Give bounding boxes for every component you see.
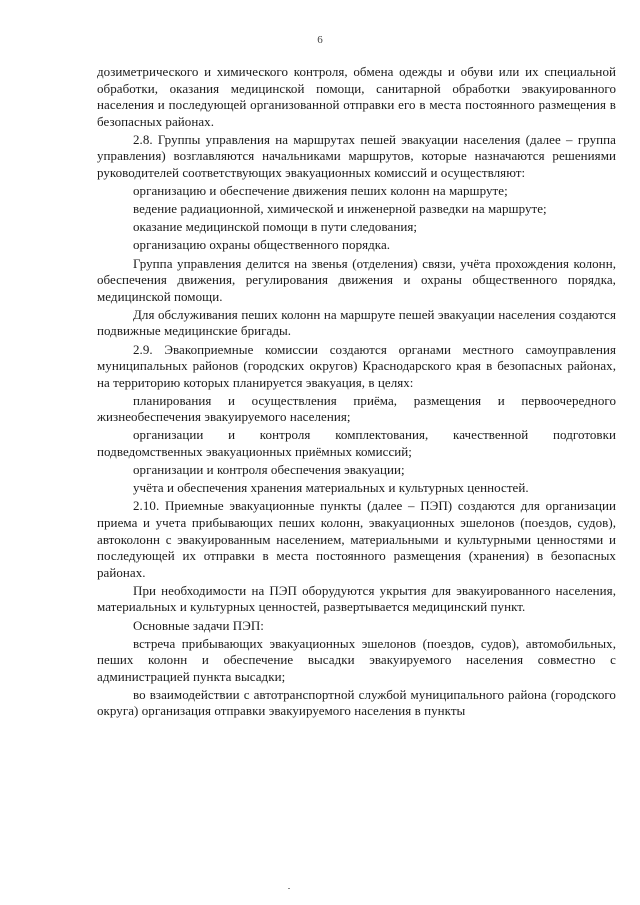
- paragraph: ведение радиационной, химической и инженерной разведки на маршруте;: [133, 201, 547, 217]
- paragraph: Для обслуживания пеших колонн на маршруте пешей эвакуации населения создаются подвижные медицинские бригады.: [97, 306, 616, 339]
- paragraph: дозиметрического и химического контроля, обмена одежды и обуви или их специальной обработки, оказания медицинской помощи, санитарной обработки эвакуированного населения и последующей организованной отправки его в места постоянного размещения в безопасных районах.: [97, 64, 616, 129]
- paragraph: 2.8. Группы управления на маршрутах пешей эвакуации населения (далее – группа управления) возглавляются начальниками маршрутов, которые назначаются решениями руководителей соответствующих эвакуационных комиссий и осуществляют:: [97, 131, 616, 181]
- paragraph: организацию охраны общественного порядка.: [133, 237, 391, 253]
- paragraph: во взаимодействии с автотранспортной службой муниципального района (городского округа) организация отправки эвакуируемого населения в пункты: [97, 686, 616, 719]
- paragraph: организации и контроля обеспечения эвакуации;: [133, 462, 405, 478]
- paragraph: встреча прибывающих эвакуационных эшелонов (поездов, судов), автомобильных, пеших колонн и обеспечение высадки эвакуируемого населения совместно с администрацией пункта высадки;: [97, 635, 616, 684]
- paragraph: организации и контроля комплектования, качественной подготовки подведомственных эвакуационных приёмных комиссий;: [97, 427, 616, 460]
- paragraph: организацию и обеспечение движения пеших колонн на маршруте;: [133, 183, 508, 199]
- paragraph: Группа управления делится на звенья (отделения) связи, учёта прохождения колонн, обеспечения движения, регулирования движения и охраны общественного порядка, медицинской помощи.: [97, 255, 616, 304]
- paragraph: При необходимости на ПЭП оборудуются укрытия для эвакуированного населения, материальных и культурных ценностей, развертывается медицинский пункт.: [97, 582, 616, 615]
- paragraph: 2.9. Эвакоприемные комиссии создаются органами местного самоуправления муниципальных районов (городских округов) Краснодарского края в безопасных районах, на территорию которых планируется эвакуация, в целях:: [97, 341, 616, 390]
- paragraph: планирования и осуществления приёма, размещения и первоочередного жизнеобеспечения эвакуируемого населения;: [97, 392, 616, 425]
- scan-dot: [288, 888, 290, 889]
- paragraph: оказание медицинской помощи в пути следования;: [133, 219, 418, 235]
- document-body: [97, 64, 616, 720]
- page-number: 6: [317, 34, 323, 46]
- paragraph: Основные задачи ПЭП:: [133, 617, 264, 633]
- paragraph: учёта и обеспечения хранения материальных и культурных ценностей.: [133, 480, 529, 496]
- paragraph: 2.10. Приемные эвакуационные пункты (далее – ПЭП) создаются для организации приема и учета прибывающих пеших колонн, эвакуационных эшелонов (поездов, судов), автоколонн с эвакуированным населением, материальными и культурными ценностями и последующей их отправки в места постоянного размещения (хранения) в безопасных районах.: [97, 498, 616, 580]
